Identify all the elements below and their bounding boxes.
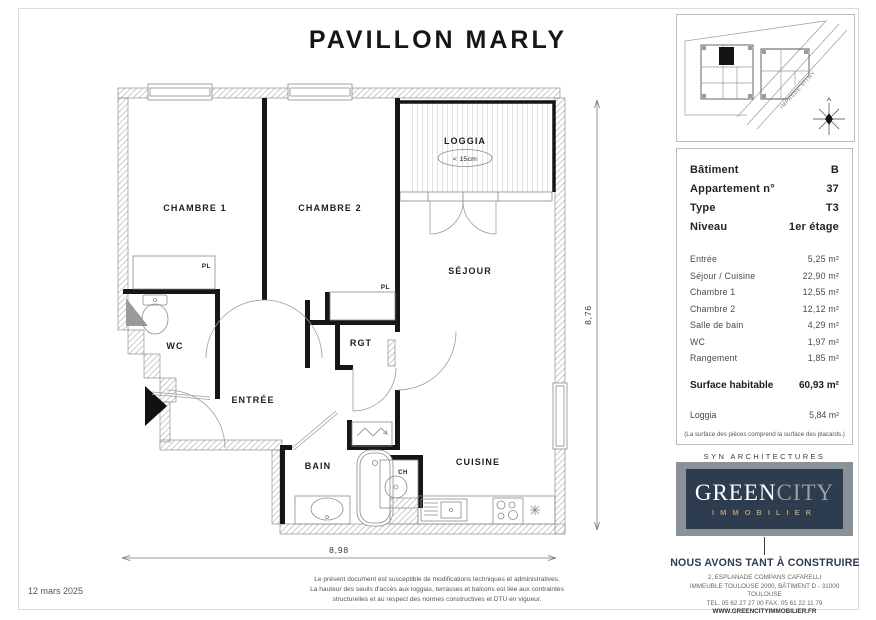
apartment-info-panel bbox=[676, 148, 853, 445]
brand-tagline: NOUS AVONS TANT À CONSTRUIRE bbox=[670, 557, 860, 569]
panel-note: (La surface des pièces comprend la surface des placards.) bbox=[684, 431, 845, 438]
dimension-width: 8,98 bbox=[329, 545, 349, 555]
info-row-appartement: Appartement n° 37 bbox=[690, 183, 839, 195]
area-row: Salle de bain 4,29 m² bbox=[690, 320, 839, 330]
area-row: WC 1,97 m² bbox=[690, 336, 839, 347]
area-row: Chambre 2 12,12 m² bbox=[690, 303, 839, 314]
document-date: 12 mars 2025 bbox=[28, 586, 84, 596]
room-label-rgt: RGT bbox=[349, 338, 373, 348]
room-label-chambre-1: CHAMBRE 1 bbox=[163, 203, 227, 213]
info-row-batiment: Bâtiment B bbox=[690, 164, 839, 176]
room-label-loggia: LOGGIA bbox=[443, 136, 487, 146]
fixtures bbox=[142, 295, 555, 526]
site-map-box bbox=[676, 14, 855, 142]
logo-connector-line bbox=[764, 537, 765, 555]
floor-plan bbox=[105, 78, 615, 570]
dimension-height: 8,76 bbox=[583, 305, 593, 325]
area-row: Séjour / Cuisine 22,90 m² bbox=[690, 270, 839, 281]
room-label-bain: BAIN bbox=[304, 461, 332, 471]
logo-subtitle: IMMOBILIER bbox=[712, 508, 817, 517]
page-title: PAVILLON MARLY bbox=[308, 26, 568, 54]
area-row: Rangement 1,85 m² bbox=[690, 353, 839, 363]
street-label: IMPASSE VITRY bbox=[779, 70, 818, 111]
area-rows bbox=[690, 251, 839, 367]
company-address: 2, ESPLANADE COMPANS CAFARELLI IMMEUBLE TOULOUSE 2000, BÂTIMENT D - 31000 TOULOUSE TEL. 05 62 27 27 00 FAX. 05 61 22 11 79 WWW.GREENCITYIMMOBILIER.FR bbox=[672, 574, 857, 617]
loggia-area-row: Loggia 5,84 m² bbox=[690, 409, 839, 420]
room-label-wc: WC bbox=[166, 341, 184, 351]
room-label-ch: CH bbox=[398, 470, 408, 476]
room-label-entree: ENTRÉE bbox=[231, 395, 275, 405]
room-label-chambre-2: CHAMBRE 2 bbox=[298, 203, 362, 213]
disclaimer: Le présent document est susceptible de modifications techniques et administratives. La hauteur des seuils d'accès aux loggias, terrasses et balcons est liée aux contraintes structurelles et au respect des normes constructives et DTU en vigueur. bbox=[310, 576, 564, 604]
total-area-row: Surface habitable 60,93 m² bbox=[690, 379, 839, 391]
area-row: Entrée 5,25 m² bbox=[690, 254, 839, 264]
greencity-logo bbox=[676, 462, 853, 536]
room-label-cuisine: CUISINE bbox=[455, 457, 501, 467]
closet-label-pl1: PL bbox=[201, 263, 211, 270]
door-arcs bbox=[152, 300, 456, 450]
info-row-type: Type T3 bbox=[690, 202, 839, 214]
loggia-note: < 15cm bbox=[452, 156, 478, 163]
area-row: Chambre 1 12,55 m² bbox=[690, 287, 839, 297]
logo-city: CITY bbox=[776, 480, 835, 505]
loggia bbox=[400, 100, 554, 234]
logo-green: GREEN bbox=[694, 480, 777, 505]
room-label-sejour: SÉJOUR bbox=[448, 266, 492, 276]
company-website: WWW.GREENCITYIMMOBILIER.FR bbox=[712, 608, 817, 615]
architect-credit: SYN ARCHITECTURES bbox=[703, 452, 826, 461]
compass-icon bbox=[813, 98, 845, 135]
info-row-niveau: Niveau 1er étage bbox=[690, 221, 839, 233]
closet-label-pl2: PL bbox=[380, 284, 390, 291]
